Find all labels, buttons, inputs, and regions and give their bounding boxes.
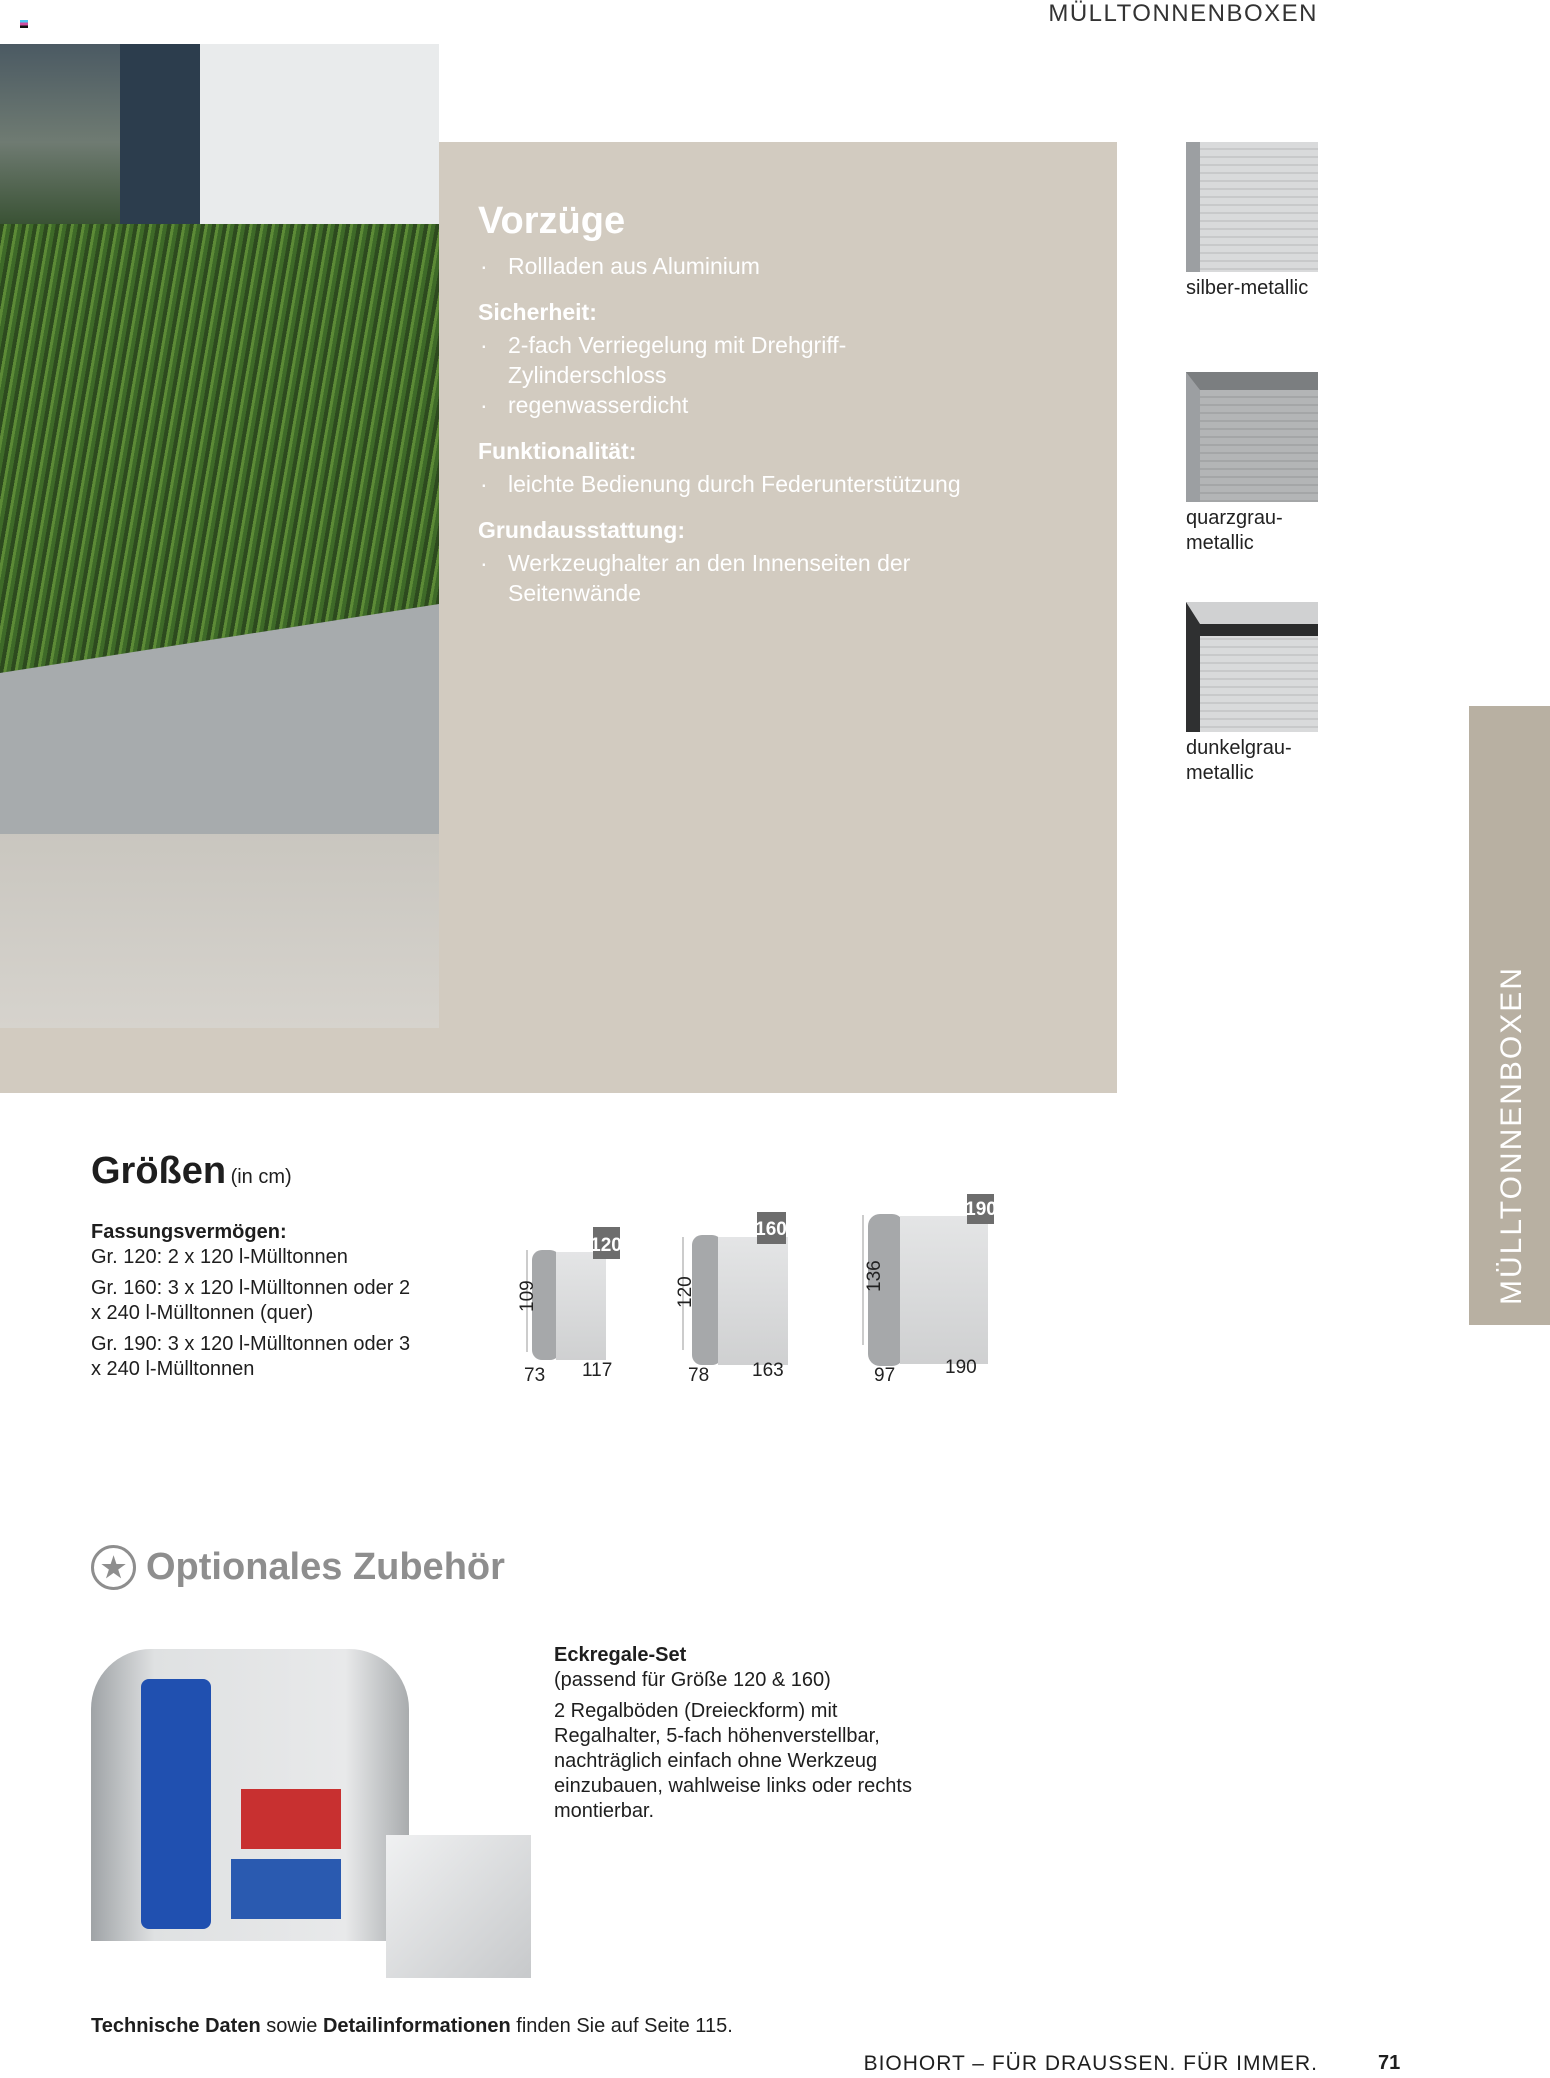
accessory-description (554, 1643, 934, 1824)
advantage-item: · regenwasserdicht (478, 390, 898, 420)
color-swatch-quartz (1186, 372, 1318, 502)
accessory-detail-photo (386, 1835, 531, 1978)
accessory-subtitle: (passend für Größe 120 & 160) (554, 1669, 831, 1691)
advantages-title: Vorzüge (478, 200, 626, 242)
accessories-title: Optionales Zubehör (146, 1546, 505, 1588)
capacity-item: Gr. 160: 3 x 120 l-Mülltonnen oder 2 x 240 l-Mülltonnen (quer) (91, 1277, 411, 1324)
capacity-label: Fassungsvermögen: (91, 1221, 287, 1243)
footnote-bold: Technische Daten (91, 2015, 261, 2037)
size-width: 117 (582, 1360, 613, 1381)
group-heading: Grundausstattung: (478, 517, 685, 543)
color-label: quarzgrau-metallic (1186, 507, 1283, 554)
color-swatch-darkgrey (1186, 602, 1318, 732)
accessory-text: 2 Regalböden (Dreieckform) mit Regalhalter, 5-fach höhenverstellbar, nachträglich einfach ohne Werkzeug einzubauen, wahlweise links oder rechts montierbar. (554, 1700, 912, 1822)
size-badge: 160 (755, 1219, 787, 1240)
size-depth: 78 (688, 1365, 710, 1386)
color-swatch-silver (1186, 142, 1318, 272)
size-width: 163 (752, 1360, 784, 1381)
sizes-heading (91, 1150, 292, 1193)
capacity-item: Gr. 190: 3 x 120 l-Mülltonnen oder 3 x 240 l-Mülltonnen (91, 1333, 411, 1380)
size-height: 136 (864, 1260, 885, 1292)
group-heading: Sicherheit: (478, 299, 597, 325)
sizes-unit: (in cm) (230, 1166, 292, 1188)
footnote (91, 2015, 733, 2038)
page-number: 71 (1378, 2052, 1401, 2074)
print-marker (20, 20, 28, 28)
size-depth: 97 (874, 1365, 896, 1386)
advantage-item: · Werkzeughalter an den Innenseiten der Seitenwände (478, 548, 958, 608)
advantage-item: · Rollladen aus Aluminium (478, 251, 1078, 281)
section-header: MÜLLTONNENBOXEN (1048, 0, 1318, 27)
advantage-item: · 2-fach Verriegelung mit Drehgriff-Zylinderschloss (478, 330, 898, 390)
size-badge: 120 (590, 1235, 622, 1256)
color-label: silber-metallic (1186, 277, 1309, 299)
side-tab-label: MÜLLTONNENBOXEN (1495, 966, 1528, 1305)
star-icon: ★ (91, 1545, 136, 1590)
size-height: 109 (517, 1280, 538, 1312)
advantages (478, 200, 1078, 608)
capacity (91, 1220, 411, 1382)
footer-brand: BIOHORT – FÜR DRAUSSEN. FÜR IMMER. (863, 2052, 1318, 2075)
footnote-text: sowie (260, 2015, 323, 2037)
size-depth: 73 (524, 1365, 546, 1386)
footnote-text: finden Sie auf Seite 115. (510, 2015, 733, 2037)
capacity-item: Gr. 120: 2 x 120 l-Mülltonnen (91, 1246, 348, 1268)
advantage-item: · leichte Bedienung durch Federunterstützung (478, 469, 1078, 499)
accessory-title: Eckregale-Set (554, 1644, 687, 1666)
size-badge: 190 (965, 1199, 997, 1220)
footnote-bold: Detailinformationen (322, 2015, 511, 2037)
size-width: 190 (945, 1357, 977, 1378)
group-heading: Funktionalität: (478, 438, 637, 464)
accessories-heading (91, 1545, 505, 1590)
side-tab (1469, 706, 1550, 1325)
accessory-photo (91, 1649, 409, 1941)
sizes-title: Größen (91, 1150, 227, 1192)
product-photo (0, 44, 439, 1028)
size-drawings (500, 1180, 1350, 1400)
color-label: dunkelgrau-metallic (1186, 737, 1292, 784)
size-height: 120 (675, 1276, 696, 1308)
